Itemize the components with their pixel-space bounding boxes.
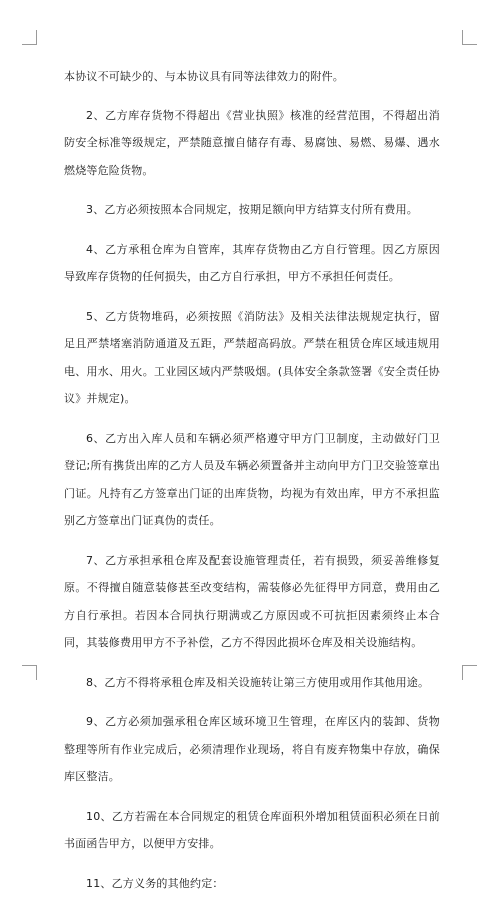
clause-6: 6、乙方出入库人员和车辆必须严格遵守甲方门卫制度，主动做好门卫登记;所有携货出库的乙方人员及车辆必须置备并主动向甲方门卫交验签章出门证。凡持有乙方签章出门证的出库货物，均视为有效出库，甲方不承担监别乙方签章出门证真伪的责任。	[64, 431, 440, 527]
clause-5: 5、乙方货物堆码，必须按照《消防法》及相关法律法规规定执行，留足且严禁堵塞消防通道及五距，严禁超高码放。严禁在租赁仓库区域违规用电、用水、用火。工业园区域内严禁吸烟。(具体安全条款签署《安全责任协议》并规定)。	[64, 309, 440, 405]
crop-mark-bottom-right	[462, 665, 477, 680]
paragraph-continuation: 本协议不可缺少的、与本协议具有同等法律效力的附件。	[64, 70, 344, 83]
crop-mark-bottom-left	[22, 665, 37, 680]
clause-11: 11、乙方义务的其他约定：	[86, 876, 224, 890]
clause-4: 4、乙方承租仓库为自管库，其库存货物由乙方自行管理。因乙方原因导致库存货物的任何损失，由乙方自行承担，甲方不承担任何责任。	[64, 242, 440, 283]
clause-10: 10、乙方若需在本合同规定的租赁仓库面积外增加租赁面积必须在日前书面函告甲方，以便甲方安排。	[64, 809, 440, 850]
clause-3: 3、乙方必须按照本合同规定，按期足额向甲方结算支付所有费用。	[86, 203, 418, 216]
crop-mark-top-left	[22, 30, 37, 45]
clause-8: 8、乙方不得将承租仓库及相关设施转让第三方使用或用作其他用途。	[86, 675, 430, 689]
clause-9: 9、乙方必须加强承租仓库区域环境卫生管理，在库区内的装卸、货物整理等所有作业完成后，必须清理作业现场，将自有废弃物集中存放，确保库区整洁。	[64, 715, 440, 783]
crop-mark-top-right	[462, 30, 477, 45]
clause-2: 2、乙方库存货物不得超出《营业执照》核准的经营范围，不得超出消防安全标准等级规定，严禁随意擅自储存有毒、易腐蚀、易燃、易爆、遇水燃烧等危险货物。	[64, 108, 440, 177]
document-body	[64, 63, 440, 909]
clause-7: 7、乙方承担承租仓库及配套设施管理责任，若有损毁，须妥善维修复原。不得擅自随意装修甚至改变结构，需装修必先征得甲方同意，费用由乙方自行承担。若因本合同执行期满或乙方原因或不可抗拒因素须终止本合同，其装修费用甲方不予补偿，乙方不得因此损坏仓库及相关设施结构。	[64, 553, 440, 649]
